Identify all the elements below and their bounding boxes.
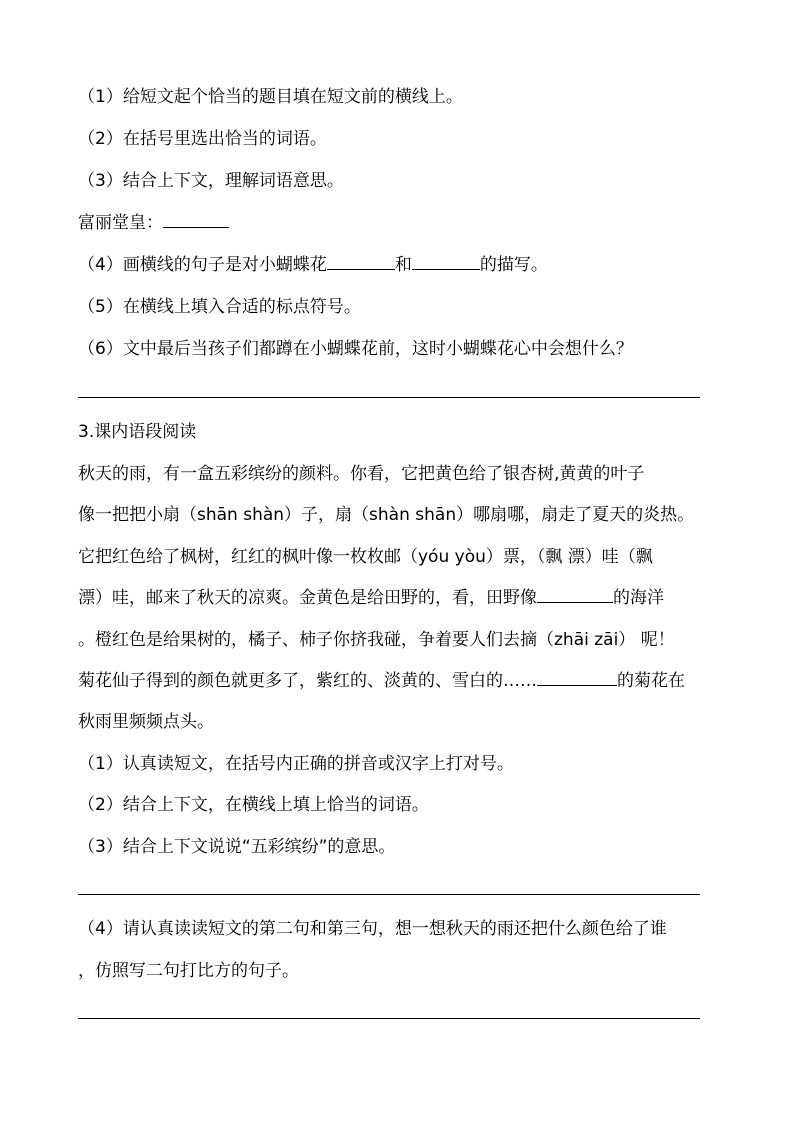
passage-line-4 bbox=[78, 586, 664, 610]
answer-line bbox=[78, 894, 700, 895]
passage-line-7: 秋雨里频频点头。 bbox=[78, 712, 214, 732]
question-text: 和 bbox=[394, 255, 412, 275]
question-2-5: （5）在横线上填入合适的标点符号。 bbox=[78, 297, 361, 317]
answer-blank bbox=[412, 253, 480, 270]
passage-line-2: 像一把把小扇（shān shàn）子，扇（shàn shān）哪扇哪，扇走了夏天的炎热。 bbox=[78, 505, 695, 525]
passage-text: 菊花仙子得到的颜色就更多了，紫红的、淡黄的、雪白的…… bbox=[78, 671, 537, 691]
answer-blank bbox=[327, 253, 395, 270]
answer-blank bbox=[537, 586, 613, 603]
question-2-4 bbox=[78, 253, 548, 277]
question-3-4-continued: ，仿照写二句打比方的句子。 bbox=[78, 961, 299, 981]
passage-line-3: 它把红色给了枫树，红红的枫叶像一枚枚邮（yóu yòu）票，（飘 漂）哇（飘 bbox=[78, 547, 653, 567]
question-3-2: （2）结合上下文，在横线上填上恰当的词语。 bbox=[78, 795, 429, 815]
answer-blank bbox=[537, 669, 617, 686]
answer-line bbox=[78, 1018, 700, 1019]
question-text: 的描写。 bbox=[479, 255, 548, 275]
answer-line bbox=[78, 397, 700, 398]
passage-line-5: 。橙红色是给果树的，橘子、柿子你挤我碰，争着要人们去摘（zhāi zāi） 呢！ bbox=[78, 630, 675, 650]
passage-text: 的菊花在 bbox=[617, 671, 685, 691]
passage-line-6 bbox=[78, 669, 685, 693]
question-2-3: （3）结合上下文，理解词语意思。 bbox=[78, 171, 344, 191]
question-2-2: （2）在括号里选出恰当的词语。 bbox=[78, 129, 327, 149]
section-3-heading: 3.课内语段阅读 bbox=[78, 422, 197, 442]
passage-line-1: 秋天的雨，有一盒五彩缤纷的颜料。你看，它把黄色给了银杏树,黄黄的叶子 bbox=[78, 464, 645, 484]
question-2-6: （6）文中最后当孩子们都蹲在小蝴蝶花前，这时小蝴蝶花心中会想什么？ bbox=[78, 339, 633, 359]
answer-blank bbox=[163, 211, 229, 228]
word-label: 富丽堂皇： bbox=[78, 213, 163, 233]
passage-text: 的海洋 bbox=[613, 588, 664, 608]
question-text: （4）画横线的句子是对小蝴蝶花 bbox=[78, 255, 327, 275]
question-3-4: （4）请认真读读短文的第二句和第三句，想一想秋天的雨还把什么颜色给了谁 bbox=[78, 919, 667, 939]
question-2-1: （1）给短文起个恰当的题目填在短文前的横线上。 bbox=[78, 87, 463, 107]
question-3-1: （1）认真读短文，在括号内正确的拼音或汉字上打对号。 bbox=[78, 754, 514, 774]
word-fulitanghuang bbox=[78, 211, 229, 235]
question-3-3: （3）结合上下文说说“五彩缤纷”的意思。 bbox=[78, 837, 396, 857]
passage-text: 漂）哇，邮来了秋天的凉爽。金黄色是给田野的，看，田野像 bbox=[78, 588, 537, 608]
